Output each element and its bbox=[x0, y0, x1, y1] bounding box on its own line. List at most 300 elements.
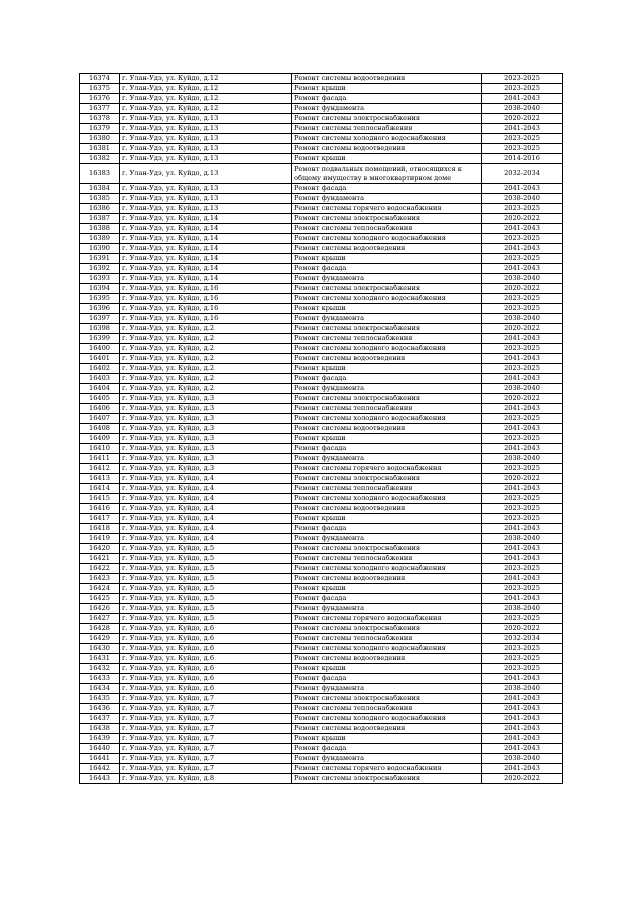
work-type-cell: Ремонт системы теплоснабжения bbox=[292, 124, 482, 134]
address-cell: г. Улан-Удэ, ул. Куйдо, д.14 bbox=[120, 244, 292, 254]
address-cell: г. Улан-Удэ, ул. Куйдо, д.13 bbox=[120, 144, 292, 154]
work-type-cell: Ремонт системы теплоснабжения bbox=[292, 554, 482, 564]
table-row bbox=[80, 284, 563, 294]
period-cell: 2041-2043 bbox=[482, 594, 563, 604]
work-type-cell: Ремонт крыши bbox=[292, 84, 482, 94]
row-number: 16412 bbox=[80, 464, 120, 474]
work-type-cell: Ремонт фундамента bbox=[292, 604, 482, 614]
table-row bbox=[80, 584, 563, 594]
row-number: 16420 bbox=[80, 544, 120, 554]
address-cell: г. Улан-Удэ, ул. Куйдо, д.8 bbox=[120, 774, 292, 784]
row-number: 16384 bbox=[80, 184, 120, 194]
period-cell: 2020-2022 bbox=[482, 214, 563, 224]
period-cell: 2038-2040 bbox=[482, 754, 563, 764]
work-type-cell: Ремонт крыши bbox=[292, 364, 482, 374]
period-cell: 2041-2043 bbox=[482, 224, 563, 234]
address-cell: г. Улан-Удэ, ул. Куйдо, д.2 bbox=[120, 364, 292, 374]
work-type-cell: Ремонт системы горячего водоснабжения bbox=[292, 614, 482, 624]
work-type-cell: Ремонт крыши bbox=[292, 664, 482, 674]
work-type-cell: Ремонт крыши bbox=[292, 734, 482, 744]
address-cell: г. Улан-Удэ, ул. Куйдо, д.7 bbox=[120, 694, 292, 704]
period-cell: 2041-2043 bbox=[482, 484, 563, 494]
table-row bbox=[80, 94, 563, 104]
work-type-cell: Ремонт системы холодного водоснабжения bbox=[292, 494, 482, 504]
address-cell: г. Улан-Удэ, ул. Куйдо, д.12 bbox=[120, 104, 292, 114]
row-number: 16410 bbox=[80, 444, 120, 454]
period-cell: 2041-2043 bbox=[482, 764, 563, 774]
work-type-cell: Ремонт системы холодного водоснабжения bbox=[292, 564, 482, 574]
period-cell: 2041-2043 bbox=[482, 94, 563, 104]
row-number: 16396 bbox=[80, 304, 120, 314]
period-cell: 2023-2025 bbox=[482, 504, 563, 514]
row-number: 16381 bbox=[80, 144, 120, 154]
period-cell: 2014-2016 bbox=[482, 154, 563, 164]
row-number: 16441 bbox=[80, 754, 120, 764]
address-cell: г. Улан-Удэ, ул. Куйдо, д.13 bbox=[120, 204, 292, 214]
table-row bbox=[80, 724, 563, 734]
table-row bbox=[80, 554, 563, 564]
address-cell: г. Улан-Удэ, ул. Куйдо, д.14 bbox=[120, 214, 292, 224]
table-row bbox=[80, 744, 563, 754]
period-cell: 2023-2025 bbox=[482, 584, 563, 594]
period-cell: 2041-2043 bbox=[482, 574, 563, 584]
address-cell: г. Улан-Удэ, ул. Куйдо, д.12 bbox=[120, 74, 292, 84]
period-cell: 2023-2025 bbox=[482, 234, 563, 244]
address-cell: г. Улан-Удэ, ул. Куйдо, д.4 bbox=[120, 504, 292, 514]
row-number: 16405 bbox=[80, 394, 120, 404]
work-type-cell: Ремонт системы холодного водоснабжения bbox=[292, 644, 482, 654]
table-row bbox=[80, 334, 563, 344]
address-cell: г. Улан-Удэ, ул. Куйдо, д.2 bbox=[120, 374, 292, 384]
work-type-cell: Ремонт системы электроснабжения bbox=[292, 474, 482, 484]
work-type-cell: Ремонт системы холодного водоснабжения bbox=[292, 714, 482, 724]
row-number: 16388 bbox=[80, 224, 120, 234]
work-type-cell: Ремонт системы электроснабжения bbox=[292, 544, 482, 554]
row-number: 16398 bbox=[80, 324, 120, 334]
row-number: 16378 bbox=[80, 114, 120, 124]
period-cell: 2020-2022 bbox=[482, 114, 563, 124]
address-cell: г. Улан-Удэ, ул. Куйдо, д.3 bbox=[120, 394, 292, 404]
address-cell: г. Улан-Удэ, ул. Куйдо, д.2 bbox=[120, 334, 292, 344]
address-cell: г. Улан-Удэ, ул. Куйдо, д.5 bbox=[120, 614, 292, 624]
work-type-cell: Ремонт фасада bbox=[292, 264, 482, 274]
address-cell: г. Улан-Удэ, ул. Куйдо, д.6 bbox=[120, 654, 292, 664]
address-cell: г. Улан-Удэ, ул. Куйдо, д.14 bbox=[120, 234, 292, 244]
table-row bbox=[80, 494, 563, 504]
period-cell: 2041-2043 bbox=[482, 334, 563, 344]
table-row bbox=[80, 574, 563, 584]
period-cell: 2020-2022 bbox=[482, 774, 563, 784]
row-number: 16439 bbox=[80, 734, 120, 744]
table-row bbox=[80, 644, 563, 654]
row-number: 16402 bbox=[80, 364, 120, 374]
period-cell: 2023-2025 bbox=[482, 644, 563, 654]
address-cell: г. Улан-Удэ, ул. Куйдо, д.5 bbox=[120, 544, 292, 554]
period-cell: 2020-2022 bbox=[482, 394, 563, 404]
period-cell: 2041-2043 bbox=[482, 354, 563, 364]
period-cell: 2038-2040 bbox=[482, 314, 563, 324]
address-cell: г. Улан-Удэ, ул. Куйдо, д.5 bbox=[120, 594, 292, 604]
row-number: 16383 bbox=[80, 164, 120, 184]
period-cell: 2038-2040 bbox=[482, 104, 563, 114]
row-number: 16391 bbox=[80, 254, 120, 264]
row-number: 16413 bbox=[80, 474, 120, 484]
work-type-cell: Ремонт крыши bbox=[292, 434, 482, 444]
table-row bbox=[80, 354, 563, 364]
table-row bbox=[80, 204, 563, 214]
period-cell: 2032-2034 bbox=[482, 634, 563, 644]
period-cell: 2041-2043 bbox=[482, 724, 563, 734]
address-cell: г. Улан-Удэ, ул. Куйдо, д.5 bbox=[120, 604, 292, 614]
period-cell: 2023-2025 bbox=[482, 414, 563, 424]
row-number: 16417 bbox=[80, 514, 120, 524]
table-row bbox=[80, 434, 563, 444]
work-type-cell: Ремонт системы водоотведения bbox=[292, 144, 482, 154]
work-type-cell: Ремонт системы теплоснабжения bbox=[292, 484, 482, 494]
period-cell: 2041-2043 bbox=[482, 734, 563, 744]
row-number: 16406 bbox=[80, 404, 120, 414]
address-cell: г. Улан-Удэ, ул. Куйдо, д.7 bbox=[120, 764, 292, 774]
address-cell: г. Улан-Удэ, ул. Куйдо, д.6 bbox=[120, 634, 292, 644]
work-type-cell: Ремонт системы теплоснабжения bbox=[292, 704, 482, 714]
period-cell: 2038-2040 bbox=[482, 194, 563, 204]
work-type-cell: Ремонт системы водоотведения bbox=[292, 504, 482, 514]
work-type-cell: Ремонт системы водоотведения bbox=[292, 424, 482, 434]
address-cell: г. Улан-Удэ, ул. Куйдо, д.4 bbox=[120, 484, 292, 494]
address-cell: г. Улан-Удэ, ул. Куйдо, д.2 bbox=[120, 384, 292, 394]
repair-schedule-table bbox=[79, 73, 563, 784]
period-cell: 2023-2025 bbox=[482, 614, 563, 624]
row-number: 16429 bbox=[80, 634, 120, 644]
address-cell: г. Улан-Удэ, ул. Куйдо, д.7 bbox=[120, 724, 292, 734]
period-cell: 2041-2043 bbox=[482, 694, 563, 704]
row-number: 16377 bbox=[80, 104, 120, 114]
row-number: 16431 bbox=[80, 654, 120, 664]
table-row bbox=[80, 214, 563, 224]
table-row bbox=[80, 664, 563, 674]
period-cell: 2023-2025 bbox=[482, 514, 563, 524]
table-row bbox=[80, 514, 563, 524]
row-number: 16394 bbox=[80, 284, 120, 294]
address-cell: г. Улан-Удэ, ул. Куйдо, д.3 bbox=[120, 454, 292, 464]
period-cell: 2038-2040 bbox=[482, 684, 563, 694]
row-number: 16414 bbox=[80, 484, 120, 494]
table-row bbox=[80, 534, 563, 544]
table-row bbox=[80, 754, 563, 764]
period-cell: 2020-2022 bbox=[482, 474, 563, 484]
row-number: 16389 bbox=[80, 234, 120, 244]
work-type-cell: Ремонт системы горячего водоснабжения bbox=[292, 764, 482, 774]
address-cell: г. Улан-Удэ, ул. Куйдо, д.14 bbox=[120, 224, 292, 234]
table-row bbox=[80, 74, 563, 84]
work-type-cell: Ремонт системы водоотведения bbox=[292, 354, 482, 364]
table-row bbox=[80, 604, 563, 614]
table-row bbox=[80, 454, 563, 464]
table-row bbox=[80, 394, 563, 404]
work-type-cell: Ремонт фасада bbox=[292, 594, 482, 604]
table-row bbox=[80, 504, 563, 514]
period-cell: 2041-2043 bbox=[482, 424, 563, 434]
period-cell: 2023-2025 bbox=[482, 344, 563, 354]
address-cell: г. Улан-Удэ, ул. Куйдо, д.16 bbox=[120, 304, 292, 314]
work-type-cell: Ремонт системы электроснабжения bbox=[292, 284, 482, 294]
period-cell: 2041-2043 bbox=[482, 244, 563, 254]
period-cell: 2023-2025 bbox=[482, 304, 563, 314]
table-row bbox=[80, 674, 563, 684]
period-cell: 2023-2025 bbox=[482, 434, 563, 444]
work-type-cell: Ремонт фасада bbox=[292, 94, 482, 104]
row-number: 16443 bbox=[80, 774, 120, 784]
address-cell: г. Улан-Удэ, ул. Куйдо, д.13 bbox=[120, 114, 292, 124]
address-cell: г. Улан-Удэ, ул. Куйдо, д.7 bbox=[120, 734, 292, 744]
work-type-cell: Ремонт системы электроснабжения bbox=[292, 114, 482, 124]
row-number: 16438 bbox=[80, 724, 120, 734]
period-cell: 2023-2025 bbox=[482, 74, 563, 84]
address-cell: г. Улан-Удэ, ул. Куйдо, д.6 bbox=[120, 624, 292, 634]
table-row bbox=[80, 654, 563, 664]
table-row bbox=[80, 524, 563, 534]
period-cell: 2041-2043 bbox=[482, 124, 563, 134]
address-cell: г. Улан-Удэ, ул. Куйдо, д.6 bbox=[120, 644, 292, 654]
period-cell: 2038-2040 bbox=[482, 534, 563, 544]
address-cell: г. Улан-Удэ, ул. Куйдо, д.3 bbox=[120, 424, 292, 434]
table-row bbox=[80, 764, 563, 774]
work-type-cell: Ремонт системы водоотведения bbox=[292, 244, 482, 254]
address-cell: г. Улан-Удэ, ул. Куйдо, д.14 bbox=[120, 254, 292, 264]
work-type-cell: Ремонт фундамента bbox=[292, 454, 482, 464]
row-number: 16419 bbox=[80, 534, 120, 544]
period-cell: 2020-2022 bbox=[482, 284, 563, 294]
work-type-cell: Ремонт системы электроснабжения bbox=[292, 394, 482, 404]
address-cell: г. Улан-Удэ, ул. Куйдо, д.6 bbox=[120, 674, 292, 684]
address-cell: г. Улан-Удэ, ул. Куйдо, д.5 bbox=[120, 574, 292, 584]
row-number: 16392 bbox=[80, 264, 120, 274]
table-row bbox=[80, 424, 563, 434]
work-type-cell: Ремонт системы горячего водоснабжения bbox=[292, 464, 482, 474]
work-type-cell: Ремонт системы водоотведения bbox=[292, 74, 482, 84]
row-number: 16427 bbox=[80, 614, 120, 624]
table-row bbox=[80, 414, 563, 424]
row-number: 16432 bbox=[80, 664, 120, 674]
table-row bbox=[80, 634, 563, 644]
row-number: 16433 bbox=[80, 674, 120, 684]
address-cell: г. Улан-Удэ, ул. Куйдо, д.4 bbox=[120, 534, 292, 544]
work-type-cell: Ремонт системы электроснабжения bbox=[292, 624, 482, 634]
row-number: 16404 bbox=[80, 384, 120, 394]
row-number: 16376 bbox=[80, 94, 120, 104]
period-cell: 2041-2043 bbox=[482, 674, 563, 684]
period-cell: 2038-2040 bbox=[482, 454, 563, 464]
period-cell: 2023-2025 bbox=[482, 564, 563, 574]
table-row bbox=[80, 254, 563, 264]
work-type-cell: Ремонт системы холодного водоснабжения bbox=[292, 134, 482, 144]
period-cell: 2023-2025 bbox=[482, 654, 563, 664]
row-number: 16408 bbox=[80, 424, 120, 434]
period-cell: 2041-2043 bbox=[482, 544, 563, 554]
address-cell: г. Улан-Удэ, ул. Куйдо, д.4 bbox=[120, 524, 292, 534]
row-number: 16400 bbox=[80, 344, 120, 354]
row-number: 16385 bbox=[80, 194, 120, 204]
period-cell: 2023-2025 bbox=[482, 364, 563, 374]
period-cell: 2041-2043 bbox=[482, 264, 563, 274]
table-body bbox=[80, 74, 563, 784]
table-row bbox=[80, 444, 563, 454]
row-number: 16437 bbox=[80, 714, 120, 724]
address-cell: г. Улан-Удэ, ул. Куйдо, д.3 bbox=[120, 444, 292, 454]
work-type-cell: Ремонт фасада bbox=[292, 444, 482, 454]
row-number: 16379 bbox=[80, 124, 120, 134]
table-row bbox=[80, 684, 563, 694]
table-row bbox=[80, 404, 563, 414]
address-cell: г. Улан-Удэ, ул. Куйдо, д.7 bbox=[120, 714, 292, 724]
table-row bbox=[80, 124, 563, 134]
address-cell: г. Улан-Удэ, ул. Куйдо, д.6 bbox=[120, 684, 292, 694]
address-cell: г. Улан-Удэ, ул. Куйдо, д.12 bbox=[120, 84, 292, 94]
address-cell: г. Улан-Удэ, ул. Куйдо, д.4 bbox=[120, 494, 292, 504]
row-number: 16416 bbox=[80, 504, 120, 514]
table-row bbox=[80, 234, 563, 244]
row-number: 16418 bbox=[80, 524, 120, 534]
row-number: 16440 bbox=[80, 744, 120, 754]
table-row bbox=[80, 114, 563, 124]
row-number: 16425 bbox=[80, 594, 120, 604]
work-type-cell: Ремонт системы электроснабжения bbox=[292, 324, 482, 334]
work-type-cell: Ремонт фундамента bbox=[292, 384, 482, 394]
address-cell: г. Улан-Удэ, ул. Куйдо, д.16 bbox=[120, 314, 292, 324]
work-type-cell: Ремонт системы холодного водоснабжения bbox=[292, 294, 482, 304]
row-number: 16430 bbox=[80, 644, 120, 654]
address-cell: г. Улан-Удэ, ул. Куйдо, д.13 bbox=[120, 194, 292, 204]
table-row bbox=[80, 704, 563, 714]
address-cell: г. Улан-Удэ, ул. Куйдо, д.5 bbox=[120, 564, 292, 574]
row-number: 16374 bbox=[80, 74, 120, 84]
table-row bbox=[80, 224, 563, 234]
row-number: 16434 bbox=[80, 684, 120, 694]
table-row bbox=[80, 614, 563, 624]
address-cell: г. Улан-Удэ, ул. Куйдо, д.5 bbox=[120, 554, 292, 564]
table-row bbox=[80, 144, 563, 154]
table-row bbox=[80, 474, 563, 484]
table-row bbox=[80, 564, 563, 574]
address-cell: г. Улан-Удэ, ул. Куйдо, д.2 bbox=[120, 324, 292, 334]
period-cell: 2041-2043 bbox=[482, 404, 563, 414]
table-row bbox=[80, 384, 563, 394]
table-row bbox=[80, 594, 563, 604]
table-row bbox=[80, 374, 563, 384]
work-type-cell: Ремонт системы холодного водоснабжения bbox=[292, 414, 482, 424]
work-type-cell: Ремонт системы теплоснабжения bbox=[292, 334, 482, 344]
period-cell: 2041-2043 bbox=[482, 524, 563, 534]
period-cell: 2041-2043 bbox=[482, 714, 563, 724]
address-cell: г. Улан-Удэ, ул. Куйдо, д.14 bbox=[120, 264, 292, 274]
table-row bbox=[80, 324, 563, 334]
work-type-cell: Ремонт крыши bbox=[292, 514, 482, 524]
work-type-cell: Ремонт системы водоотведения bbox=[292, 574, 482, 584]
row-number: 16399 bbox=[80, 334, 120, 344]
work-type-cell: Ремонт фундамента bbox=[292, 194, 482, 204]
period-cell: 2041-2043 bbox=[482, 554, 563, 564]
period-cell: 2023-2025 bbox=[482, 494, 563, 504]
table-row bbox=[80, 104, 563, 114]
table-row bbox=[80, 624, 563, 634]
work-type-cell: Ремонт системы теплоснабжения bbox=[292, 634, 482, 644]
period-cell: 2023-2025 bbox=[482, 134, 563, 144]
table-row bbox=[80, 364, 563, 374]
work-type-cell: Ремонт системы водоотведения bbox=[292, 724, 482, 734]
work-type-cell: Ремонт фасада bbox=[292, 184, 482, 194]
address-cell: г. Улан-Удэ, ул. Куйдо, д.14 bbox=[120, 274, 292, 284]
address-cell: г. Улан-Удэ, ул. Куйдо, д.13 bbox=[120, 154, 292, 164]
work-type-cell: Ремонт системы горячего водоснабжения bbox=[292, 204, 482, 214]
period-cell: 2023-2025 bbox=[482, 294, 563, 304]
address-cell: г. Улан-Удэ, ул. Куйдо, д.7 bbox=[120, 704, 292, 714]
table-row bbox=[80, 294, 563, 304]
address-cell: г. Улан-Удэ, ул. Куйдо, д.3 bbox=[120, 434, 292, 444]
work-type-cell: Ремонт подвальных помещений, относящихся к общему имуществу в многоквартирном доме bbox=[292, 164, 482, 184]
row-number: 16421 bbox=[80, 554, 120, 564]
row-number: 16387 bbox=[80, 214, 120, 224]
address-cell: г. Улан-Удэ, ул. Куйдо, д.7 bbox=[120, 754, 292, 764]
period-cell: 2023-2025 bbox=[482, 204, 563, 214]
row-number: 16395 bbox=[80, 294, 120, 304]
work-type-cell: Ремонт фундамента bbox=[292, 314, 482, 324]
row-number: 16390 bbox=[80, 244, 120, 254]
address-cell: г. Улан-Удэ, ул. Куйдо, д.4 bbox=[120, 514, 292, 524]
work-type-cell: Ремонт системы электроснабжения bbox=[292, 774, 482, 784]
row-number: 16411 bbox=[80, 454, 120, 464]
period-cell: 2023-2025 bbox=[482, 84, 563, 94]
period-cell: 2041-2043 bbox=[482, 744, 563, 754]
period-cell: 2038-2040 bbox=[482, 384, 563, 394]
work-type-cell: Ремонт крыши bbox=[292, 584, 482, 594]
row-number: 16415 bbox=[80, 494, 120, 504]
address-cell: г. Улан-Удэ, ул. Куйдо, д.4 bbox=[120, 474, 292, 484]
row-number: 16436 bbox=[80, 704, 120, 714]
table-row bbox=[80, 734, 563, 744]
table-row bbox=[80, 314, 563, 324]
address-cell: г. Улан-Удэ, ул. Куйдо, д.13 bbox=[120, 184, 292, 194]
table-row bbox=[80, 484, 563, 494]
period-cell: 2038-2040 bbox=[482, 604, 563, 614]
period-cell: 2041-2043 bbox=[482, 444, 563, 454]
row-number: 16382 bbox=[80, 154, 120, 164]
address-cell: г. Улан-Удэ, ул. Куйдо, д.3 bbox=[120, 404, 292, 414]
work-type-cell: Ремонт системы теплоснабжения bbox=[292, 224, 482, 234]
work-type-cell: Ремонт фундамента bbox=[292, 754, 482, 764]
work-type-cell: Ремонт крыши bbox=[292, 154, 482, 164]
row-number: 16401 bbox=[80, 354, 120, 364]
table-row bbox=[80, 344, 563, 354]
period-cell: 2020-2022 bbox=[482, 324, 563, 334]
address-cell: г. Улан-Удэ, ул. Куйдо, д.13 bbox=[120, 164, 292, 184]
period-cell: 2041-2043 bbox=[482, 704, 563, 714]
row-number: 16442 bbox=[80, 764, 120, 774]
address-cell: г. Улан-Удэ, ул. Куйдо, д.5 bbox=[120, 584, 292, 594]
table-row bbox=[80, 244, 563, 254]
work-type-cell: Ремонт системы холодного водоснабжения bbox=[292, 344, 482, 354]
work-type-cell: Ремонт фасада bbox=[292, 744, 482, 754]
address-cell: г. Улан-Удэ, ул. Куйдо, д.6 bbox=[120, 664, 292, 674]
table-row bbox=[80, 714, 563, 724]
work-type-cell: Ремонт фасада bbox=[292, 524, 482, 534]
row-number: 16409 bbox=[80, 434, 120, 444]
table-row bbox=[80, 84, 563, 94]
table-row bbox=[80, 274, 563, 284]
work-type-cell: Ремонт системы холодного водоснабжения bbox=[292, 234, 482, 244]
address-cell: г. Улан-Удэ, ул. Куйдо, д.7 bbox=[120, 744, 292, 754]
row-number: 16393 bbox=[80, 274, 120, 284]
table-row bbox=[80, 194, 563, 204]
